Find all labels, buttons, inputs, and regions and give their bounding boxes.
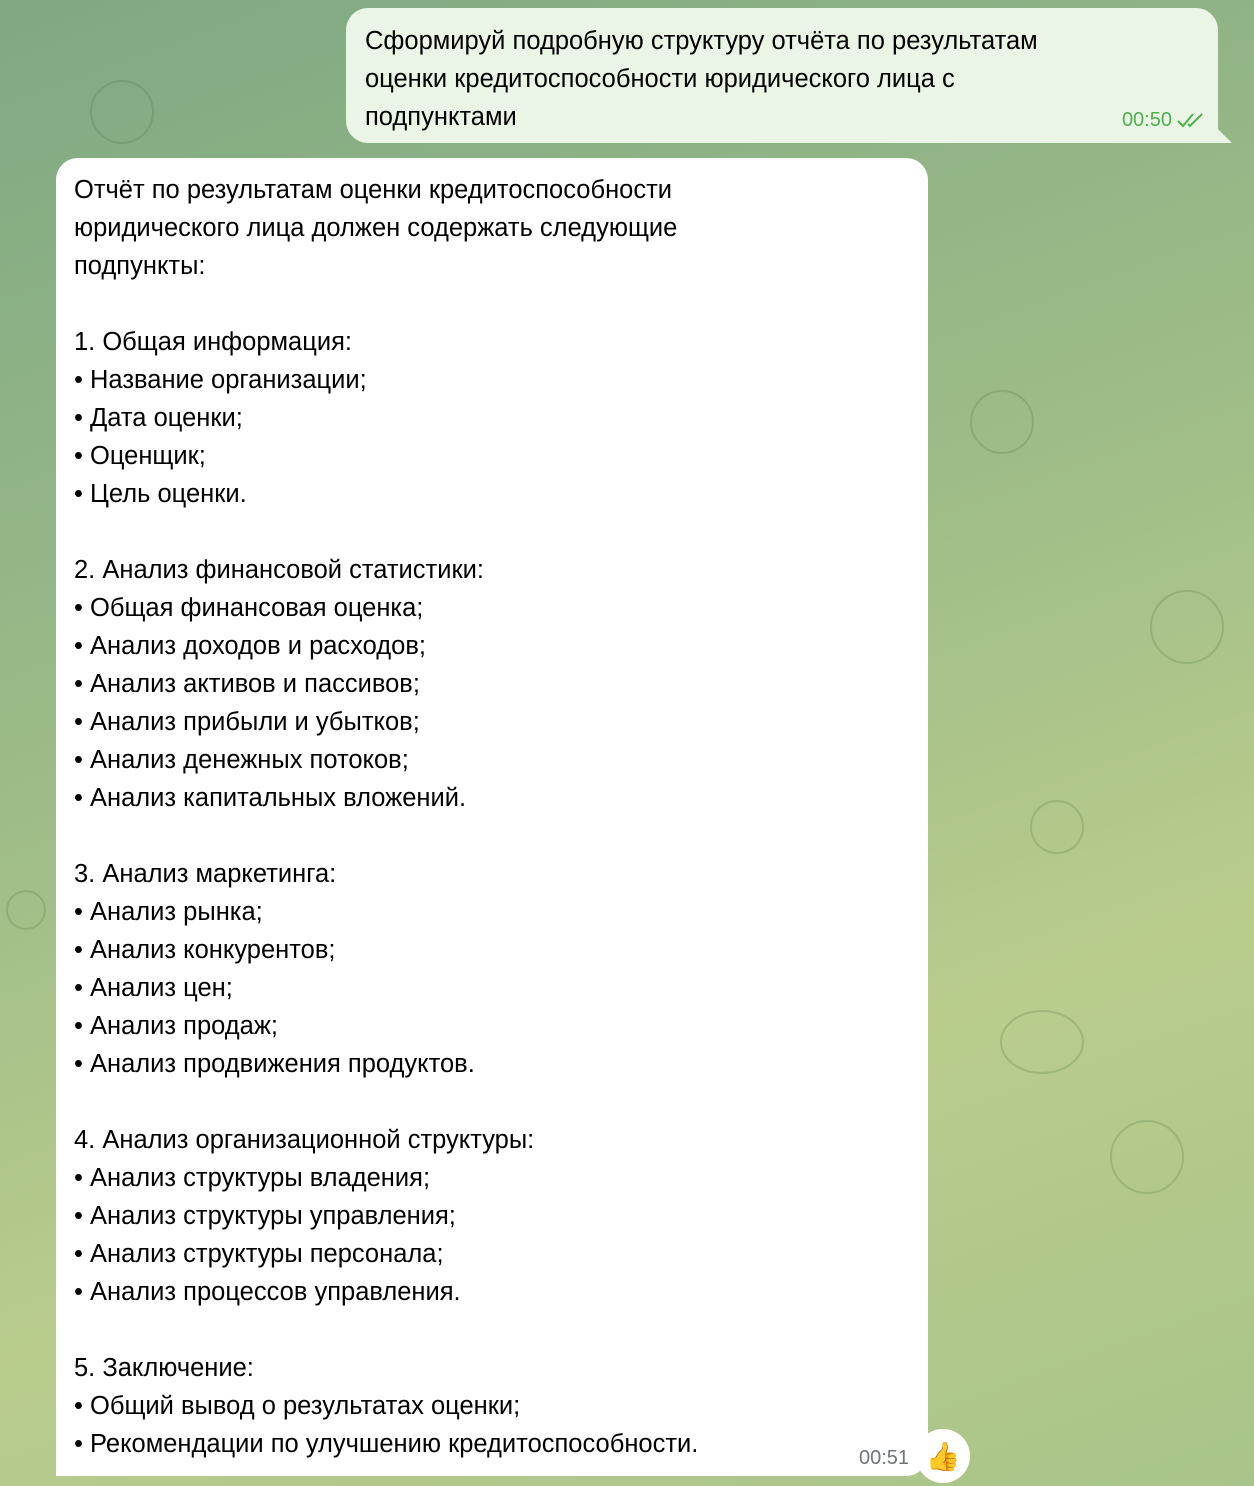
message-line: • Оценщик; <box>74 442 206 470</box>
message-line: • Анализ продвижения продуктов. <box>74 1050 475 1078</box>
message-line: • Анализ активов и пассивов; <box>74 670 420 698</box>
message-line: 5. Заключение: <box>74 1354 254 1382</box>
message-line: 1. Общая информация: <box>74 328 352 356</box>
message-line: • Общий вывод о результатах оценки; <box>74 1392 521 1420</box>
message-line: • Название организации; <box>74 366 367 394</box>
reaction-thumbs-up[interactable] <box>916 1429 970 1483</box>
background-doodle <box>1110 1120 1184 1194</box>
background-doodle <box>970 390 1034 454</box>
message-line: Сформируй подробную структуру отчёта по результатам <box>365 27 1038 55</box>
message-line: • Анализ структуры управления; <box>74 1202 456 1230</box>
message-line: • Анализ денежных потоков; <box>74 746 409 774</box>
background-doodle <box>90 80 154 144</box>
message-line: • Анализ капитальных вложений. <box>74 784 467 812</box>
message-line: 3. Анализ маркетинга: <box>74 860 337 888</box>
message-line: • Анализ доходов и расходов; <box>74 632 426 660</box>
message-line: подпунктами <box>365 103 517 131</box>
message-line: 4. Анализ организационной структуры: <box>74 1126 535 1154</box>
message-line: • Общая финансовая оценка; <box>74 594 424 622</box>
background-doodle <box>6 890 46 930</box>
message-line: • Анализ продаж; <box>74 1012 278 1040</box>
message-line: • Анализ процессов управления. <box>74 1278 461 1306</box>
message-line: 2. Анализ финансовой статистики: <box>74 556 484 584</box>
message-meta <box>1122 101 1206 139</box>
bot-message-bubble[interactable] <box>56 158 928 1476</box>
message-line: оценки кредитоспособности юридического лица с <box>365 65 955 93</box>
user-message-bubble[interactable] <box>346 8 1218 143</box>
background-doodle <box>1030 800 1084 854</box>
message-line: подпункты: <box>74 252 206 280</box>
message-line: • Анализ прибыли и убытков; <box>74 708 420 736</box>
message-line: • Анализ рынка; <box>74 898 263 926</box>
message-line: • Анализ конкурентов; <box>74 936 336 964</box>
message-line: • Цель оценки. <box>74 480 247 508</box>
background-doodle <box>1000 1010 1084 1074</box>
message-line: юридического лица должен содержать следующие <box>74 214 678 242</box>
message-line <box>74 285 910 323</box>
background-doodle <box>1150 590 1224 664</box>
message-line: • Анализ структуры владения; <box>74 1164 431 1192</box>
message-line <box>74 817 910 855</box>
message-line: • Рекомендации по улучшению кредитоспособности. <box>74 1430 699 1458</box>
message-line <box>74 1083 910 1121</box>
message-line: Отчёт по результатам оценки кредитоспособности <box>74 176 673 204</box>
message-line: • Дата оценки; <box>74 404 243 432</box>
message-time: 00:51 <box>859 1447 910 1469</box>
thumbs-up-icon: 👍 <box>925 1440 961 1472</box>
message-line <box>74 513 910 551</box>
message-line: • Анализ структуры персонала; <box>74 1240 444 1268</box>
message-line: • Анализ цен; <box>74 974 233 1002</box>
message-time: 00:50 <box>1121 109 1172 131</box>
double-check-icon <box>1176 111 1206 129</box>
message-line <box>74 1311 910 1349</box>
